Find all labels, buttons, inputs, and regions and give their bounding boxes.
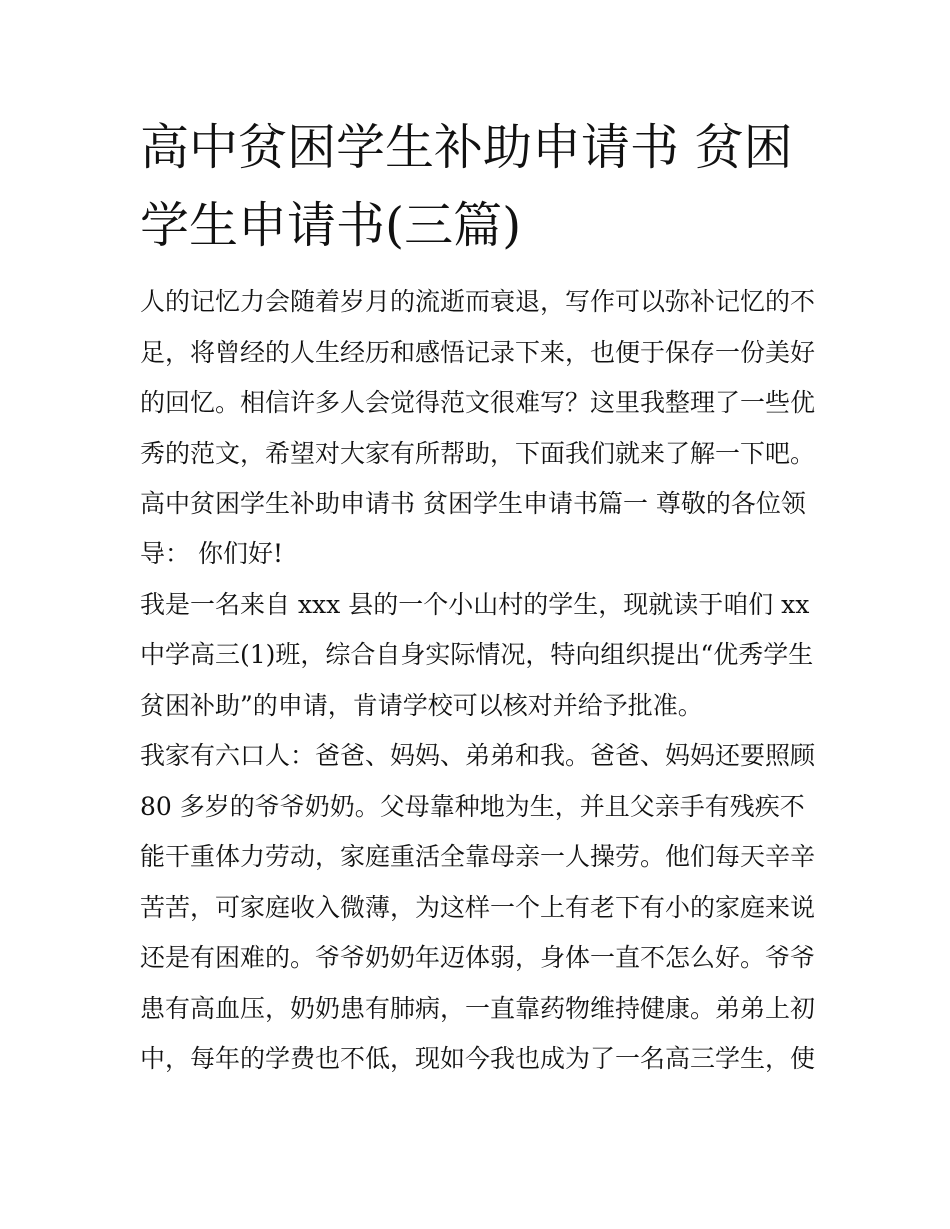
paragraph-line-6: 导： 你们好! — [140, 539, 283, 568]
paragraph-line-7: 我是一名来自 xxx 县的一个小山村的学生，现就读于咱们 xx — [140, 590, 810, 619]
paragraph-line-15: 患有高血压，奶奶患有肺病，一直靠药物维持健康。弟弟上初 — [140, 994, 816, 1023]
paragraph-line-16: 中，每年的学费也不低，现如今我也成为了一名高三学生，使 — [140, 1044, 816, 1073]
paragraph-line-4: 秀的范文，希望对大家有所帮助，下面我们就来了解一下吧。 — [140, 439, 816, 468]
paragraph-line-12: 能干重体力劳动，家庭重活全靠母亲一人操劳。他们每天辛辛 — [140, 842, 816, 871]
paragraph-line-5: 高中贫困学生补助申请书 贫困学生申请书篇一 尊敬的各位领 — [140, 489, 806, 518]
document-title-line-1: 高中贫困学生补助申请书 贫困 — [140, 119, 793, 176]
paragraph-line-3: 的回忆。相信许多人会觉得范文很难写？这里我整理了一些优 — [140, 388, 816, 417]
paragraph-line-11: 80 多岁的爷爷奶奶。父母靠种地为生，并且父亲手有残疾不 — [140, 792, 805, 821]
paragraph-line-10: 我家有六口人：爸爸、妈妈、弟弟和我。爸爸、妈妈还要照顾 — [140, 741, 816, 770]
paragraph-line-13: 苦苦，可家庭收入微薄，为这样一个上有老下有小的家庭来说 — [140, 893, 816, 922]
document-title-line-2: 学生申请书(三篇) — [140, 197, 522, 254]
paragraph-line-2: 足，将曾经的人生经历和感悟记录下来，也便于保存一份美好 — [140, 338, 816, 367]
paragraph-line-14: 还是有困难的。爷爷奶奶年迈体弱，身体一直不怎么好。爷爷 — [140, 943, 816, 972]
paragraph-line-8: 中学高三(1)班，综合自身实际情况，特向组织提出“优秀学生 — [140, 640, 814, 669]
paragraph-line-9: 贫困补助”的申请，肯请学校可以核对并给予批准。 — [140, 691, 703, 720]
paragraph-line-1: 人的记忆力会随着岁月的流逝而衰退，写作可以弥补记忆的不 — [140, 287, 816, 316]
